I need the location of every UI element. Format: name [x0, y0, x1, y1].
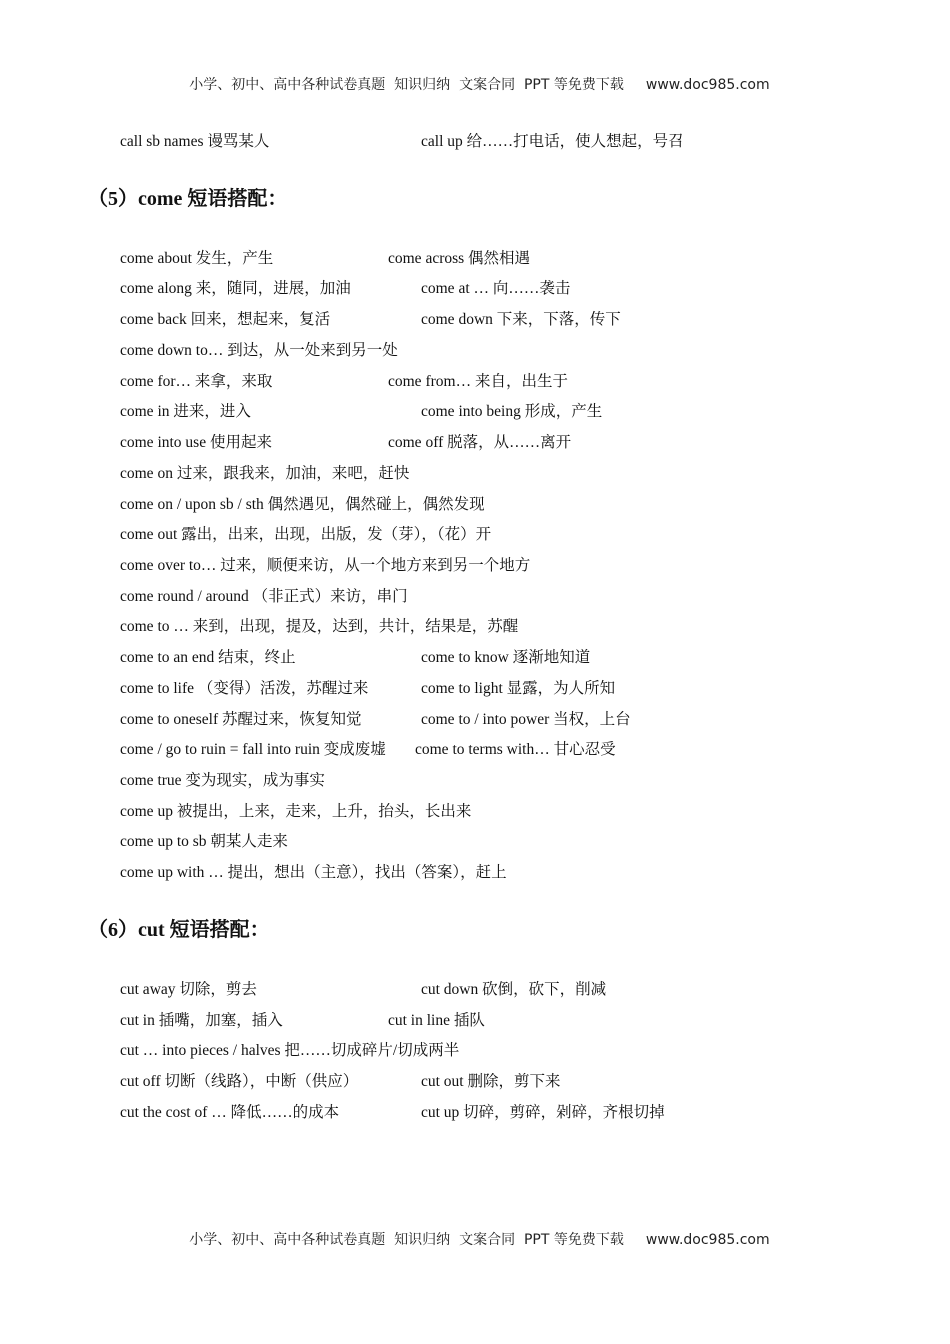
phrase-left: come back 回来，想起来，复活	[120, 311, 331, 328]
section-title-cut: （6）cut 短语搭配：	[88, 919, 270, 941]
phrase-left: come along 来，随同，进展，加油	[120, 280, 351, 297]
phrase-left: come true 变为现实，成为事实	[120, 772, 325, 789]
phrase-left: cut the cost of … 降低……的成本	[120, 1104, 340, 1121]
phrase-left: come / go to ruin = fall into ruin 变成废墟	[120, 741, 386, 758]
phrase-left: cut off 切断（线路），中断（供应）	[120, 1073, 359, 1090]
phrase-left: come in 进来，进入	[120, 403, 251, 420]
phrase-left: come for… 来拿，来取	[120, 373, 273, 390]
intro-right: call up 给……打电话，使人想起，号召	[421, 133, 684, 150]
phrase-right: come at … 向……袭击	[421, 280, 571, 297]
phrase-right: come to terms with… 甘心忍受	[415, 741, 616, 758]
page-header	[0, 58, 950, 94]
phrase-right: come to know 逐渐地知道	[421, 649, 591, 666]
intro-left: call sb names 谩骂某人	[120, 133, 270, 150]
phrase-left: come up with … 提出，想出（主意），找出（答案），赶上	[120, 864, 507, 881]
phrase-left: cut away 切除，剪去	[120, 981, 257, 998]
phrase-left: come to life （变得）活泼，苏醒过来	[120, 680, 369, 697]
phrase-right: come down 下来，下落，传下	[421, 311, 621, 328]
phrase-right: cut up 切碎，剪碎，剁碎，齐根切掉	[421, 1104, 665, 1121]
phrase-left: come to … 来到，出现，提及，达到，共计，结果是，苏醒	[120, 618, 519, 635]
page-footer	[0, 1213, 950, 1249]
phrase-right: come to light 显露，为人所知	[421, 680, 616, 697]
phrase-left: come to an end 结束，终止	[120, 649, 296, 666]
phrase-right: come across 偶然相遇	[388, 250, 531, 267]
phrase-left: cut in 插嘴，加塞，插入	[120, 1012, 283, 1029]
section-title-come: （5）come 短语搭配：	[88, 188, 288, 210]
phrase-left: come about 发生，产生	[120, 250, 274, 267]
phrase-left: cut … into pieces / halves 把……切成碎片/切成两半	[120, 1042, 460, 1059]
header-text: 小学、初中、高中各种试卷真题 知识归纳 文案合同 PPT 等免费下载	[189, 77, 624, 93]
phrase-left: come on / upon sb / sth 偶然遇见，偶然碰上，偶然发现	[120, 496, 485, 513]
phrase-right: come from… 来自，出生于	[388, 373, 568, 390]
phrase-right: cut down 砍倒，砍下，削减	[421, 981, 607, 998]
phrase-right: come into being 形成，产生	[421, 403, 603, 420]
phrase-left: come out 露出，出来，出现，出版，发（芽），（花）开	[120, 526, 492, 543]
phrase-left: come up 被提出，上来，走来，上升，抬头，长出来	[120, 803, 472, 820]
header-url[interactable]: www.doc985.com	[645, 77, 770, 93]
footer-text: 小学、初中、高中各种试卷真题 知识归纳 文案合同 PPT 等免费下载	[189, 1232, 624, 1248]
phrase-left: come on 过来，跟我来，加油，来吧，赶快	[120, 465, 410, 482]
phrase-right: come off 脱落，从……离开	[388, 434, 572, 451]
footer-url[interactable]: www.doc985.com	[645, 1232, 770, 1248]
phrase-right: come to / into power 当权，上台	[421, 711, 631, 728]
phrase-left: come down to… 到达，从一处来到另一处	[120, 342, 398, 359]
phrase-right: cut out 删除，剪下来	[421, 1073, 561, 1090]
phrase-left: come up to sb 朝某人走来	[120, 833, 288, 850]
phrase-left: come to oneself 苏醒过来，恢复知觉	[120, 711, 362, 728]
phrase-right: cut in line 插队	[388, 1012, 485, 1029]
phrase-left: come over to… 过来，顺便来访，从一个地方来到另一个地方	[120, 557, 531, 574]
phrase-left: come into use 使用起来	[120, 434, 272, 451]
phrase-left: come round / around （非正式）来访，串门	[120, 588, 408, 605]
